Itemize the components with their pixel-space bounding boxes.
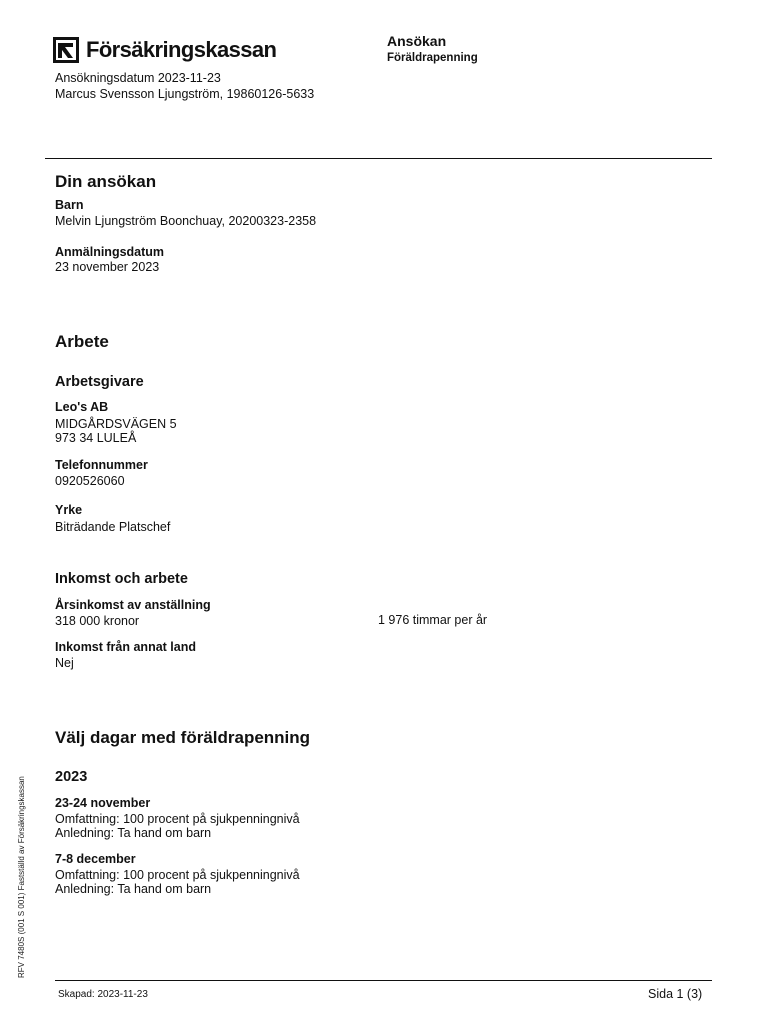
- logo-text: Försäkringskassan: [86, 37, 277, 62]
- employer-name: Leo's AB: [55, 400, 109, 414]
- application-date: Ansökningsdatum 2023-11-23: [55, 71, 221, 85]
- notification-date-value: 23 november 2023: [55, 260, 160, 274]
- days-heading: Välj dagar med föräldrapenning: [55, 728, 311, 747]
- period-reason: Anledning: Ta hand om barn: [55, 882, 212, 896]
- work-heading: Arbete: [55, 332, 109, 351]
- foreign-income-label: Inkomst från annat land: [55, 640, 196, 654]
- child-value: Melvin Ljungström Boonchuay, 20200323-2358: [55, 214, 317, 228]
- working-hours-value: 1 976 timmar per år: [378, 613, 488, 627]
- applicant-info: Marcus Svensson Ljungström, 19860126-5633: [55, 87, 315, 101]
- forsakringskassan-logo-icon: [53, 37, 79, 63]
- page-number: Sida 1 (3): [648, 987, 703, 1001]
- occupation-value: Biträdande Platschef: [55, 520, 171, 534]
- income-heading: Inkomst och arbete: [55, 571, 188, 587]
- annual-income-label: Årsinkomst av anställning: [55, 598, 211, 612]
- created-date: Skapad: 2023-11-23: [58, 989, 148, 1000]
- header-divider: [45, 158, 712, 159]
- phone-label: Telefonnummer: [55, 458, 148, 472]
- employer-heading: Arbetsgivare: [55, 374, 144, 390]
- occupation-label: Yrke: [55, 503, 83, 517]
- document-type: Ansökan: [387, 33, 447, 49]
- period-dates: 23-24 november: [55, 796, 151, 810]
- year-heading: 2023: [55, 769, 88, 785]
- period-extent: Omfattning: 100 procent på sjukpenningnivå: [55, 868, 300, 882]
- notification-date-label: Anmälningsdatum: [55, 245, 165, 259]
- document-subtype: Föräldrapenning: [387, 52, 478, 64]
- footer-divider: [55, 980, 712, 981]
- logo: [53, 37, 276, 63]
- annual-income-value: 318 000 kronor: [55, 614, 140, 628]
- foreign-income-value: Nej: [55, 656, 74, 670]
- period-reason: Anledning: Ta hand om barn: [55, 826, 212, 840]
- child-label: Barn: [55, 198, 84, 212]
- period-extent: Omfattning: 100 procent på sjukpenningnivå: [55, 812, 300, 826]
- form-code: RFV 7480S (001 S 001) Fastställd av Försäkringskassan: [17, 776, 26, 978]
- application-heading: Din ansökan: [55, 172, 157, 191]
- phone-value: 0920526060: [55, 474, 125, 488]
- period-dates: 7-8 december: [55, 852, 136, 866]
- employer-city: 973 34 LULEÅ: [55, 431, 137, 445]
- employer-street: MIDGÅRDSVÄGEN 5: [55, 417, 177, 431]
